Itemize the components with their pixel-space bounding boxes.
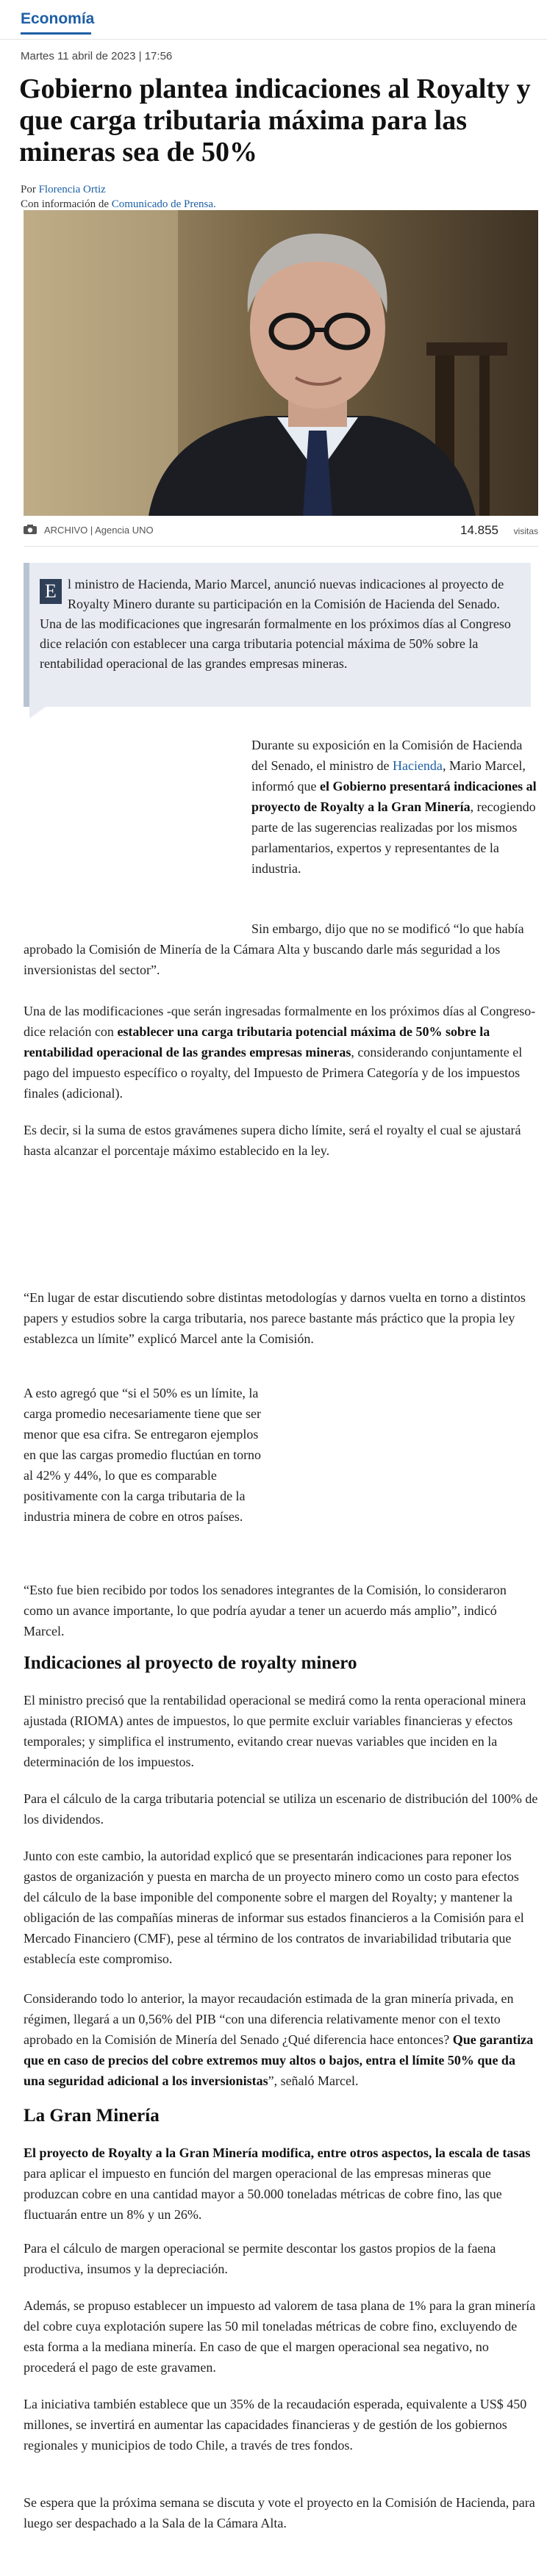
source-link[interactable]: Comunicado de Prensa.	[111, 198, 216, 210]
portrait-illustration	[24, 210, 538, 516]
text-run: ”, señaló Marcel.	[268, 2073, 359, 2088]
article-headline: Gobierno plantea indicaciones al Royalty y que carga tributaria máxima para las mineras sea de 50%	[19, 73, 531, 168]
paragraph: Para el cálculo de margen operacional se permite descontar los gastos propios de la faena productiva, insumos y la depreciación.	[24, 2241, 496, 2276]
paragraph: El ministro precisó que la rentabilidad operacional se medirá como la renta operacional minera ajustada (RIOMA) antes de impuestos, lo que permite excluir variables financieras y efectos temporales; y simplifica el instrumento, evitando crear nuevas variables que inciden en la determinación de los impuestos.	[24, 1693, 526, 1769]
paragraph: Es decir, si la suma de estos gravámenes supera dicho límite, será el royalty el cual se ajustará hasta alcanzar el porcentaje máximo establecido en la ley.	[24, 1123, 521, 1158]
paragraph	[24, 2143, 538, 2225]
text-run: Considerando todo lo anterior, la mayor recaudación estimada de la gran minería privada, en régimen, llegará a un 0,56% del PIB “con una diferencia relativamente menor con el texto aprobado en la Comisión de Minería del Senado ¿Qué diferencia hace entonces?	[24, 1991, 514, 2047]
photo-caption-bar	[24, 520, 538, 547]
camera-icon	[24, 525, 37, 534]
byline	[21, 182, 216, 212]
text-run: , recogiendo parte de las sugerencias realizadas por los mismos parlamentarios, expertos y representantes de la industria.	[251, 799, 536, 876]
hacienda-link[interactable]: Hacienda	[392, 758, 443, 773]
drop-cap: E	[40, 579, 62, 604]
paragraph	[251, 735, 538, 879]
section-underline	[21, 32, 91, 35]
paragraph: Para el cálculo de la carga tributaria potencial se utiliza un escenario de distribución del 100% de los dividendos.	[24, 1791, 538, 1827]
source-prefix: Con información de	[21, 198, 112, 210]
paragraph: Se espera que la próxima semana se discuta y vote el proyecto en la Comisión de Hacienda, para luego ser despachado a la Sala de la Cámara Alta.	[24, 2495, 535, 2530]
subheading: La Gran Minería	[24, 2106, 160, 2126]
bold-run: Que garantiza que en caso de precios del cobre extremos muy altos o bajos, entra el límite 50% que da una seguridad adicional a los inversionistas	[24, 2032, 534, 2088]
photo-credit: ARCHIVO | Agencia UNO	[44, 525, 154, 536]
top-bar	[0, 0, 547, 40]
lead-text: l ministro de Hacienda, Mario Marcel, anunció nuevas indicaciones al proyecto de Royalty Minero durante su participación en la Comisión de Hacienda del Senado. Una de las modificaciones que ingresarán formalmente en los próximos días al Congreso dice relación con establecer una carga tributaria potencial máxima de 50% sobre la rentabilidad operacional de las grandes empresas mineras.	[40, 577, 511, 671]
publish-date: Martes 11 abril de 2023 | 17:56	[21, 50, 173, 62]
text-run: , Mario Marcel, informó que	[251, 758, 526, 794]
text-run: “Esto fue bien recibido por todos los senadores integrantes de la Comisión, lo consideraron como un avance importante, lo que podría ayudar a tener un acuerdo más amplio”, indicó Marcel.	[24, 1583, 507, 1638]
bold-run: establecer una carga tributaria potencial máxima de 50% sobre la rentabilidad operacional de las grandes empresas mineras	[24, 1024, 490, 1059]
section-link[interactable]: Economía	[21, 10, 95, 27]
byline-prefix: Por	[21, 184, 39, 195]
paragraph	[24, 1988, 538, 2091]
paragraph: Sin embargo, dijo que no se modificó “lo que había aprobado la Comisión de Minería de la Cámara Alta y buscando darle más seguridad a los inversionistas del sector”.	[24, 921, 524, 977]
quote-paragraph	[24, 1580, 538, 1641]
text-run: , considerando conjuntamente el pago del impuesto específico o royalty, del Impuesto de Primera Categoría y de los impuestos finales (adicional).	[24, 1045, 523, 1101]
paragraph: La iniciativa también establece que un 35% de la recaudación esperada, equivalente a US$ 450 millones, se invertirá en aumentar las capacidades financieras y de gestión de los gobiernos regionales y municipios de todo Chile, a través de tres fondos.	[24, 2397, 527, 2453]
author-link[interactable]: Florencia Ortiz	[38, 184, 106, 195]
subheading: Indicaciones al proyecto de royalty minero	[24, 1653, 357, 1673]
text-run: Una de las modificaciones -que serán ingresadas formalmente en los próximos días al Congreso- dice relación con	[24, 1004, 536, 1039]
quote-paragraph: “En lugar de estar discutiendo sobre distintas metodologías y darnos vuelta en torno a distintos papers y estudios sobre la carga tributaria, nos parece bastante más práctico que la propia ley establezca un límite” explicó Marcel ante la Comisión.	[24, 1290, 526, 1346]
visits-label: visitas	[513, 526, 538, 536]
paragraph: Además, se propuso establecer un impuesto ad valorem de tasa plana de 1% para la gran minería del cobre cuya explotación supere las 50 mil toneladas métricas de cobre fino, excluyendo de esta forma a la mediana minería. En caso de que el margen operacional sea negativo, no procederá el pago de este gravamen.	[24, 2298, 536, 2375]
article-photo	[24, 210, 538, 516]
paragraph	[24, 1001, 538, 1104]
paragraph: A esto agregó que “si el 50% es un límite, la carga promedio necesariamente tiene que ser menor que esa cifra. Se entregaron ejemplos en que las cargas promedio fluctúan en torno al 42% y 44%, lo que es comparable positivamente con la carga tributaria de la industria minera de cobre en otros países.	[24, 1386, 262, 1524]
bold-run: El proyecto de Royalty a la Gran Minería modifica, entre otros aspectos, la escala de tasas	[24, 2145, 531, 2160]
visits-count: 14.855	[460, 523, 498, 537]
lead-box-tail	[29, 707, 46, 719]
text-run: para aplicar el impuesto en función del margen operacional de las empresas mineras que produzcan cobre en una cantidad mayor a 50.000 toneladas métricas de cobre fino, las que fluctuarán entre un 8% y un 26%.	[24, 2166, 502, 2222]
bold-run: el Gobierno presentará indicaciones al proyecto de Royalty a la Gran Minería	[251, 779, 537, 814]
paragraph: Junto con este cambio, la autoridad explicó que se presentarán indicaciones para reponer los gastos de organización y puesta en marcha de un proyecto minero como un costo para efectos del cálculo de la base imponible del componente sobre el margen del Royalty; y mantener la obligación de las compañías mineras de informar sus estados financieros a la Comisión para el Mercado Financiero (CMF), pese al término de los contratos de invariabilidad tributaria que establecía este compromiso.	[24, 1849, 524, 1966]
lead-accent-bar	[24, 563, 29, 707]
text-run: Durante su exposición en la Comisión de Hacienda del Senado, el ministro de	[251, 738, 523, 773]
lead-summary	[24, 563, 531, 707]
